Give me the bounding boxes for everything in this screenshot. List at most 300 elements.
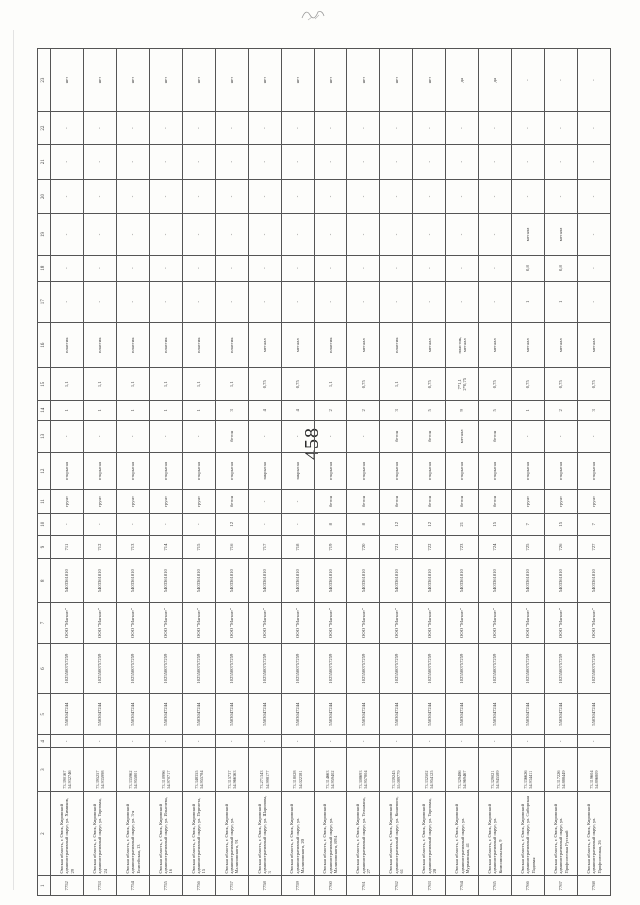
table-cell: нет bbox=[51, 49, 84, 112]
table-cell: 0,75 bbox=[512, 368, 545, 401]
table-cell: 73.318028 54.022381 bbox=[281, 748, 314, 791]
column-header: 10 bbox=[38, 513, 51, 535]
table-cell: - bbox=[248, 255, 281, 281]
table-cell: 73.332502 54.954125 bbox=[413, 748, 446, 791]
table-cell: - bbox=[248, 112, 281, 145]
table-cell: - bbox=[83, 281, 116, 322]
table-cell: Омская область, г. Омск, Кировский административный округ, ул. Тельмана, 27 bbox=[347, 791, 380, 876]
table-cell: - bbox=[545, 179, 578, 214]
table-row bbox=[51, 49, 84, 896]
table-cell: 1,1 bbox=[116, 368, 149, 401]
table-cell: 5503047244 bbox=[446, 694, 479, 735]
table-cell: - bbox=[281, 420, 314, 453]
table-cell: - bbox=[116, 420, 149, 453]
table-cell: - bbox=[51, 281, 84, 322]
table-cell: 3 bbox=[215, 401, 248, 421]
table-cell: пластик bbox=[380, 322, 413, 368]
table-cell: - bbox=[347, 735, 380, 748]
table-cell: ООО "Магнит" bbox=[413, 602, 446, 643]
table-cell: Омская область, г. Омск, Кировский административный округ, ул. Малиновского, 89/4 bbox=[314, 791, 347, 876]
table-cell: 1025500757259 bbox=[51, 644, 84, 694]
table-cell: - bbox=[380, 144, 413, 179]
table-cell: - bbox=[545, 112, 578, 145]
table-cell: 5503047244 bbox=[83, 694, 116, 735]
table-cell: - bbox=[281, 112, 314, 145]
table-cell: - bbox=[578, 144, 611, 179]
table-cell: - bbox=[281, 255, 314, 281]
table-cell: 725 bbox=[512, 535, 545, 559]
table-row bbox=[83, 49, 116, 896]
table-cell: 7754 bbox=[116, 876, 149, 896]
table-cell: ООО "Магнит" bbox=[182, 602, 215, 643]
table-row bbox=[512, 49, 545, 896]
table-cell: 1,1 bbox=[83, 368, 116, 401]
table-cell: - bbox=[479, 214, 512, 255]
table-cell: нет bbox=[248, 49, 281, 112]
table-cell: - bbox=[347, 281, 380, 322]
table-cell: пластик bbox=[182, 322, 215, 368]
table-cell: бетон bbox=[413, 490, 446, 514]
table-cell: - bbox=[182, 735, 215, 748]
table-cell: - bbox=[51, 735, 84, 748]
table-cell: пластик bbox=[215, 322, 248, 368]
table-cell: - bbox=[479, 179, 512, 214]
table-cell: - bbox=[314, 112, 347, 145]
table-cell: 5503047244 bbox=[182, 694, 215, 735]
table-cell: 1025500757259 bbox=[83, 644, 116, 694]
table-cell: 1025500757259 bbox=[248, 644, 281, 694]
table-cell: - bbox=[83, 179, 116, 214]
table-cell: Омская область, г. Омск, Кировский административный округ, ул. Малиновского, 91 bbox=[215, 791, 248, 876]
table-cell: пластик bbox=[116, 322, 149, 368]
table-cell: 1,1 bbox=[380, 368, 413, 401]
table-cell: 1025500757259 bbox=[479, 644, 512, 694]
column-header: 12 bbox=[38, 453, 51, 490]
table-cell: - bbox=[248, 281, 281, 322]
table-cell: 5403361810 bbox=[578, 559, 611, 602]
column-header: 5 bbox=[38, 694, 51, 735]
table-cell: металл bbox=[512, 214, 545, 255]
table-cell: ООО "Магнит" bbox=[446, 602, 479, 643]
table-cell: - bbox=[248, 179, 281, 214]
column-header: 23 bbox=[38, 49, 51, 112]
table-cell: 73.308693 54.957804 bbox=[347, 748, 380, 791]
table-cell: 73.348355 54.955784 bbox=[182, 748, 215, 791]
table-cell: - bbox=[51, 255, 84, 281]
table-cell: - bbox=[248, 214, 281, 255]
table-cell: - bbox=[347, 179, 380, 214]
table-cell: 0,75 bbox=[281, 368, 314, 401]
table-cell: 73.390167 54.932746 bbox=[51, 748, 84, 791]
table-cell: нет bbox=[314, 49, 347, 112]
table-row bbox=[413, 49, 446, 896]
page-edge-shadow bbox=[13, 30, 14, 890]
table-cell: ООО "Магнит" bbox=[116, 602, 149, 643]
table-cell: 73.329021 54.945589 bbox=[479, 748, 512, 791]
table-cell: - bbox=[51, 112, 84, 145]
table-cell: ООО "Магнит" bbox=[51, 602, 84, 643]
table-cell: - bbox=[215, 281, 248, 322]
table-cell: 5403361810 bbox=[248, 559, 281, 602]
table-cell: 5403361810 bbox=[512, 559, 545, 602]
table-cell: - bbox=[413, 255, 446, 281]
table-cell: - bbox=[281, 214, 314, 255]
column-header: 15 bbox=[38, 368, 51, 401]
table-cell: - bbox=[512, 49, 545, 112]
table-cell: - bbox=[446, 214, 479, 255]
table-cell: - bbox=[215, 112, 248, 145]
table-cell: - bbox=[215, 214, 248, 255]
table-cell: 3 bbox=[380, 401, 413, 421]
table-cell: 7 bbox=[578, 513, 611, 535]
table-cell: 21 bbox=[446, 513, 479, 535]
table-cell: закрытая bbox=[248, 453, 281, 490]
table-cell: 1025500757259 bbox=[149, 644, 182, 694]
column-header: 11 bbox=[38, 490, 51, 514]
table-cell: - bbox=[182, 513, 215, 535]
table-cell: 5503047244 bbox=[51, 694, 84, 735]
table-cell: грунт bbox=[83, 490, 116, 514]
table-cell: - bbox=[380, 214, 413, 255]
table-cell: 0,75 bbox=[347, 368, 380, 401]
column-header: 7 bbox=[38, 602, 51, 643]
table-cell: - bbox=[116, 281, 149, 322]
table-cell: - bbox=[83, 112, 116, 145]
table-cell: - bbox=[281, 490, 314, 514]
table-cell: - bbox=[51, 420, 84, 453]
table-cell: грунт bbox=[149, 490, 182, 514]
table-cell: 5503047244 bbox=[578, 694, 611, 735]
table-cell: - bbox=[347, 112, 380, 145]
table-cell: металл bbox=[446, 420, 479, 453]
table-row bbox=[347, 49, 380, 896]
table-cell: 5403361810 bbox=[545, 559, 578, 602]
table-cell: 73.319604 54.896809 bbox=[578, 748, 611, 791]
table-cell: 1025500757259 bbox=[182, 644, 215, 694]
table-cell: 7752 bbox=[51, 876, 84, 896]
table-cell: грунт bbox=[545, 490, 578, 514]
table-cell: 1025500757259 bbox=[347, 644, 380, 694]
table-cell: - bbox=[116, 735, 149, 748]
table-cell: металл bbox=[347, 322, 380, 368]
table-cell: 0,8 bbox=[545, 255, 578, 281]
table-cell: - bbox=[314, 735, 347, 748]
table-cell: - bbox=[446, 112, 479, 145]
table-cell: открытая bbox=[479, 453, 512, 490]
column-header: 14 bbox=[38, 401, 51, 421]
table-cell: - bbox=[281, 144, 314, 179]
table-cell: 0,75 bbox=[545, 368, 578, 401]
table-cell: - bbox=[182, 214, 215, 255]
register-table bbox=[37, 48, 611, 896]
table-cell: 1 bbox=[182, 401, 215, 421]
table-cell: - bbox=[248, 420, 281, 453]
table-cell: - bbox=[149, 179, 182, 214]
table-cell: - bbox=[51, 214, 84, 255]
table-cell: закрытая bbox=[281, 453, 314, 490]
table-cell: 727 bbox=[578, 535, 611, 559]
table-cell: нет bbox=[380, 49, 413, 112]
table-row bbox=[446, 49, 479, 896]
table-row bbox=[215, 49, 248, 896]
table-cell: - bbox=[413, 735, 446, 748]
table-cell: - bbox=[83, 420, 116, 453]
table-cell: открытая bbox=[51, 453, 84, 490]
table-cell: нет bbox=[413, 49, 446, 112]
table-cell: 724 bbox=[479, 535, 512, 559]
table-cell: ООО "Магнит" bbox=[149, 602, 182, 643]
table-cell: - bbox=[281, 179, 314, 214]
table-cell: 1,1 bbox=[51, 368, 84, 401]
stamp-mark bbox=[300, 6, 326, 22]
table-cell: металл bbox=[248, 322, 281, 368]
table-cell: - bbox=[446, 281, 479, 322]
table-cell: 1 bbox=[512, 401, 545, 421]
table-cell: - bbox=[149, 112, 182, 145]
table-cell: 716 bbox=[215, 535, 248, 559]
table-cell: 5503047244 bbox=[116, 694, 149, 735]
table-cell: ООО "Магнит" bbox=[512, 602, 545, 643]
table-cell: металл bbox=[578, 322, 611, 368]
table-cell: 714 bbox=[149, 535, 182, 559]
table-cell: Омская область, г. Омск, Кировский административный округ, ул. Сибирская Падовая bbox=[512, 791, 545, 876]
table-cell: 8 bbox=[314, 513, 347, 535]
table-cell: открытая bbox=[578, 453, 611, 490]
table-cell: 7755 bbox=[149, 876, 182, 896]
table-cell: 15 bbox=[545, 513, 578, 535]
table-cell: бетон bbox=[413, 420, 446, 453]
table-cell: 2 bbox=[347, 401, 380, 421]
table-cell: 7*1,1 2*0,75 bbox=[446, 368, 479, 401]
table-cell: - bbox=[314, 144, 347, 179]
table-cell: 711 bbox=[51, 535, 84, 559]
table-cell: 2 bbox=[545, 401, 578, 421]
table-cell: 7753 bbox=[83, 876, 116, 896]
table-cell: 712 bbox=[83, 535, 116, 559]
table-cell: 4 bbox=[281, 401, 314, 421]
table-cell: ООО "Магнит" bbox=[578, 602, 611, 643]
table-cell: 7759 bbox=[281, 876, 314, 896]
column-header: 13 bbox=[38, 420, 51, 453]
table-cell: 8 bbox=[347, 513, 380, 535]
table-cell: - bbox=[248, 735, 281, 748]
table-cell: 4 bbox=[248, 401, 281, 421]
table-cell: 726 bbox=[545, 535, 578, 559]
table-cell: - bbox=[545, 735, 578, 748]
table-cell: бетон bbox=[446, 490, 479, 514]
table-cell: нет bbox=[347, 49, 380, 112]
table-cell: - bbox=[149, 144, 182, 179]
table-cell: 5503047244 bbox=[281, 694, 314, 735]
table-cell: - bbox=[512, 144, 545, 179]
table-cell: - bbox=[215, 735, 248, 748]
column-header: 16 bbox=[38, 322, 51, 368]
table-cell: Омская область, г. Омск, Кировский административный округ, ул. Мурманская, 41 bbox=[446, 791, 479, 876]
table-cell: 1025500757259 bbox=[380, 644, 413, 694]
table-cell: 12 bbox=[215, 513, 248, 535]
table-cell: 73.317226 54.888449 bbox=[545, 748, 578, 791]
table-cell: 719 bbox=[314, 535, 347, 559]
table-cell: 718 bbox=[281, 535, 314, 559]
table-cell: 5503047244 bbox=[413, 694, 446, 735]
table-cell: 1025500757259 bbox=[545, 644, 578, 694]
table-cell: 5403361810 bbox=[215, 559, 248, 602]
table-cell: - bbox=[116, 513, 149, 535]
table-cell: 73.339245 55.089779 bbox=[380, 748, 413, 791]
table-cell: 1025500757259 bbox=[446, 644, 479, 694]
table-cell: - bbox=[479, 112, 512, 145]
column-header: 19 bbox=[38, 214, 51, 255]
table-cell: - bbox=[380, 735, 413, 748]
column-header: 2 bbox=[38, 791, 51, 876]
table-cell: грунт bbox=[512, 490, 545, 514]
table-cell: 5403361810 bbox=[347, 559, 380, 602]
table-cell: 5503047244 bbox=[149, 694, 182, 735]
table-cell: - bbox=[51, 144, 84, 179]
table-row bbox=[314, 49, 347, 896]
table-cell: 2 bbox=[314, 401, 347, 421]
table-cell: - bbox=[215, 255, 248, 281]
table-row bbox=[479, 49, 512, 896]
table-cell: - bbox=[149, 255, 182, 281]
table-cell: - bbox=[380, 112, 413, 145]
column-header: 8 bbox=[38, 559, 51, 602]
table-cell: - bbox=[578, 420, 611, 453]
table-cell: 5403361810 bbox=[380, 559, 413, 602]
table-cell: 7768 bbox=[578, 876, 611, 896]
table-cell: 5403361810 bbox=[83, 559, 116, 602]
table-cell: 73.271343 54.998177 bbox=[248, 748, 281, 791]
table-cell: - bbox=[347, 420, 380, 453]
column-header: 9 bbox=[38, 535, 51, 559]
table-cell: - bbox=[83, 255, 116, 281]
table-cell: - bbox=[248, 513, 281, 535]
table-cell: 7766 bbox=[512, 876, 545, 896]
table-cell: - bbox=[182, 112, 215, 145]
table-cell: 0,8 bbox=[512, 255, 545, 281]
table-cell: - bbox=[281, 735, 314, 748]
table-cell: Омская область, г. Омск, Кировский административный округ, ул. Профсоюзная Русской bbox=[545, 791, 578, 876]
table-cell: 73.314663 54.959402 bbox=[314, 748, 347, 791]
table-cell: 7763 bbox=[413, 876, 446, 896]
table-cell: - bbox=[116, 214, 149, 255]
table-cell: 1 bbox=[149, 401, 182, 421]
table-cell: 5403361810 bbox=[149, 559, 182, 602]
table-cell: - bbox=[83, 513, 116, 535]
table-cell: - bbox=[479, 735, 512, 748]
table-cell: - bbox=[83, 735, 116, 748]
table-cell: 5403361810 bbox=[281, 559, 314, 602]
table-cell: - bbox=[182, 255, 215, 281]
column-header: 4 bbox=[38, 735, 51, 748]
table-cell: Омская область, г. Омск, Кировский административный округ, ул. Комсомольская, 9 bbox=[479, 791, 512, 876]
table-cell: - bbox=[479, 144, 512, 179]
table-cell: 9 bbox=[446, 401, 479, 421]
table-cell: 7760 bbox=[314, 876, 347, 896]
table-cell: открытая bbox=[116, 453, 149, 490]
table-cell: Омская область, г. Омск, Кировский административный округ, ул. Кошевого, 61 bbox=[380, 791, 413, 876]
table-cell: Омская область, г. Омск, Кировский административный округ, ул. Малиновского, 20 bbox=[281, 791, 314, 876]
table-cell: бетон bbox=[479, 420, 512, 453]
table-cell: 5403361810 bbox=[314, 559, 347, 602]
table-cell: - bbox=[545, 420, 578, 453]
table-cell: нет bbox=[215, 49, 248, 112]
table-cell: - bbox=[116, 112, 149, 145]
table-row bbox=[116, 49, 149, 896]
table-cell: - bbox=[314, 255, 347, 281]
table-cell: бетон bbox=[314, 490, 347, 514]
table-cell: открытая bbox=[182, 453, 215, 490]
table-cell: - bbox=[347, 255, 380, 281]
column-header: 6 bbox=[38, 644, 51, 694]
table-cell: нет bbox=[116, 49, 149, 112]
column-header: 1 bbox=[38, 876, 51, 896]
register-body bbox=[51, 49, 611, 896]
table-cell: нет bbox=[182, 49, 215, 112]
table-cell: 7761 bbox=[347, 876, 380, 896]
table-cell: 7765 bbox=[479, 876, 512, 896]
table-cell: ООО "Магнит" bbox=[314, 602, 347, 643]
table-cell: 1 bbox=[83, 401, 116, 421]
table-cell: 1,1 bbox=[149, 368, 182, 401]
table-cell: 5403361810 bbox=[413, 559, 446, 602]
register-table-wrapper bbox=[37, 48, 611, 896]
table-cell: - bbox=[512, 112, 545, 145]
table-cell: открытая bbox=[314, 453, 347, 490]
table-cell: - bbox=[149, 735, 182, 748]
table-cell: ООО "Магнит" bbox=[248, 602, 281, 643]
table-cell: открытая bbox=[512, 453, 545, 490]
table-cell: ООО "Магнит" bbox=[83, 602, 116, 643]
table-cell: 1,1 bbox=[215, 368, 248, 401]
table-cell: бетон bbox=[380, 420, 413, 453]
table-cell: металл bbox=[545, 322, 578, 368]
column-header: 20 bbox=[38, 179, 51, 214]
table-cell: 1025500757259 bbox=[281, 644, 314, 694]
table-cell: - bbox=[545, 49, 578, 112]
table-cell: - bbox=[83, 214, 116, 255]
table-cell: - bbox=[347, 214, 380, 255]
table-cell: - bbox=[51, 513, 84, 535]
table-cell: Омская область, г. Омск, Кировский административный округ, ул. Торговая, 24 bbox=[83, 791, 116, 876]
table-cell: - bbox=[149, 214, 182, 255]
table-cell: грунт bbox=[116, 490, 149, 514]
table-cell: - bbox=[578, 255, 611, 281]
table-cell: 715 bbox=[182, 535, 215, 559]
table-cell: 717 bbox=[248, 535, 281, 559]
column-header: 17 bbox=[38, 281, 51, 322]
table-cell: пластик bbox=[83, 322, 116, 368]
table-cell: - bbox=[446, 735, 479, 748]
table-cell: нет bbox=[83, 49, 116, 112]
table-cell: 73.310996 54.970717 bbox=[149, 748, 182, 791]
table-cell: бетон bbox=[347, 490, 380, 514]
table-cell: - bbox=[149, 281, 182, 322]
table-cell: 723 bbox=[446, 535, 479, 559]
table-cell: 73.395257 54.935998 bbox=[83, 748, 116, 791]
table-cell: - bbox=[281, 513, 314, 535]
table-cell: 5403361810 bbox=[446, 559, 479, 602]
table-cell: грунт bbox=[51, 490, 84, 514]
table-cell: - bbox=[512, 735, 545, 748]
table-cell: - bbox=[413, 112, 446, 145]
table-cell: 5403361810 bbox=[479, 559, 512, 602]
table-cell: открытая bbox=[545, 453, 578, 490]
table-cell: - bbox=[578, 179, 611, 214]
table-cell: 7756 bbox=[182, 876, 215, 896]
table-cell: 5 bbox=[479, 401, 512, 421]
table-cell: - bbox=[413, 214, 446, 255]
